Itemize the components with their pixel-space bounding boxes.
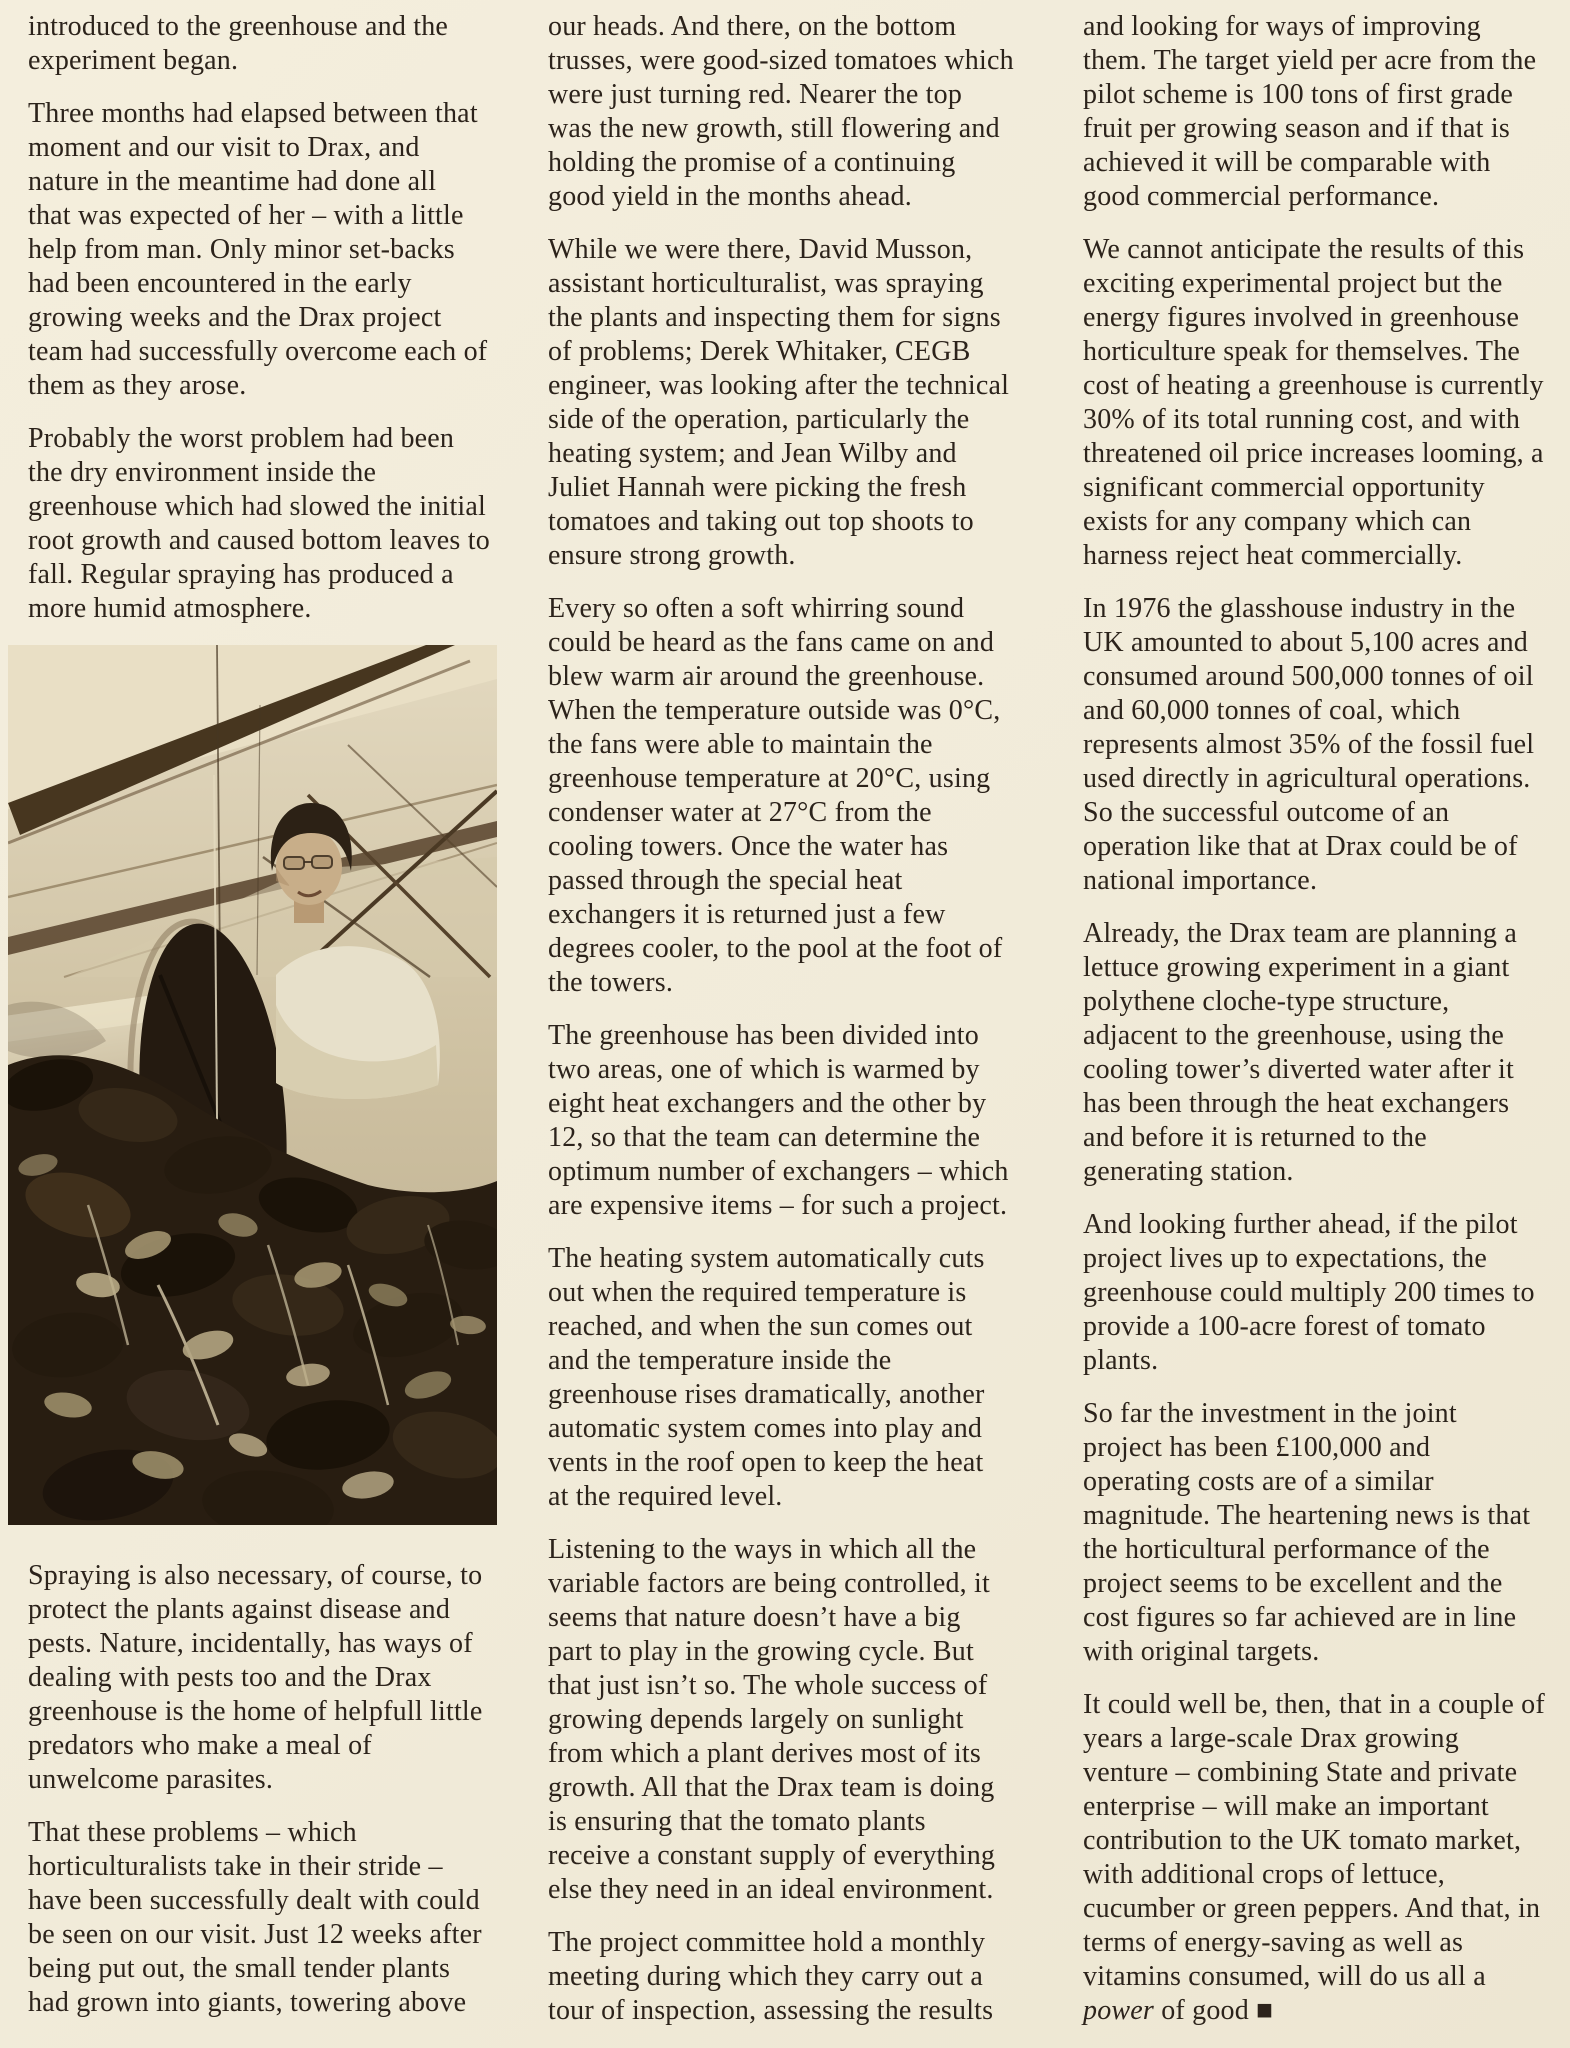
text-line: that just isn’t so. The whole success of	[548, 1670, 988, 1701]
text-line: harness reject heat commercially.	[1083, 540, 1463, 571]
text-line: We cannot anticipate the results of this	[1083, 234, 1525, 265]
text-line: engineer, was looking after the technical	[548, 370, 1010, 401]
text-line: holding the promise of a continuing	[548, 147, 956, 178]
text-line: vents in the roof open to keep the heat	[548, 1447, 984, 1478]
text-line: and 60,000 tonnes of coal, which	[1083, 695, 1461, 726]
text-line: root growth and caused bottom leaves to	[28, 525, 490, 556]
paragraph	[1083, 592, 1570, 898]
text-line: tour of inspection, assessing the results	[548, 1995, 994, 2026]
text-line: optimum number of exchangers – which	[548, 1156, 1009, 1187]
text-line: with original targets.	[1083, 1636, 1320, 1667]
text-line: represents almost 35% of the fossil fuel	[1083, 729, 1535, 760]
paragraph	[28, 1816, 508, 2020]
text-line: vitamins consumed, will do us all a	[1083, 1961, 1486, 1992]
text-line: contribution to the UK tomato market,	[1083, 1825, 1522, 1856]
paragraph	[548, 1019, 1038, 1223]
text-line: operating costs are of a similar	[1083, 1466, 1434, 1497]
text-line: meeting during which they carry out a	[548, 1961, 984, 1992]
text-line: fruit per growing season and if that is	[1083, 113, 1510, 144]
paragraph	[548, 592, 1038, 1000]
text-line: plants.	[1083, 1345, 1159, 1376]
text-line: While we were there, David Musson,	[548, 234, 973, 265]
text-line: our heads. And there, on the bottom	[548, 11, 957, 42]
paragraph	[28, 422, 508, 626]
text-line: greenhouse temperature at 20°C, using	[548, 763, 991, 794]
text-line: It could well be, then, that in a couple of	[1083, 1689, 1545, 1720]
text-line: horticulture speak for themselves. The	[1083, 336, 1521, 367]
text-line: seems that nature doesn’t have a big	[548, 1602, 961, 1633]
text-line: the fans were able to maintain the	[548, 729, 933, 760]
text-line: Every so often a soft whirring sound	[548, 593, 965, 624]
text-line: 12, so that the team can determine the	[548, 1122, 981, 1153]
text-line: had been encountered in the early	[28, 268, 412, 299]
text-line: pilot scheme is 100 tons of first grade	[1083, 79, 1514, 110]
paragraph	[548, 1926, 1038, 2028]
text-line: is ensuring that the tomato plants	[548, 1806, 926, 1837]
text-line: national importance.	[1083, 865, 1318, 896]
text-line: are expensive items – for such a project.	[548, 1190, 1008, 1221]
text-line: the plants and inspecting them for signs	[548, 302, 1001, 333]
text-line: adjacent to the greenhouse, using the	[1083, 1020, 1505, 1051]
text-line: protect the plants against disease and	[28, 1594, 451, 1625]
text-line: good yield in the months ahead.	[548, 181, 912, 212]
text-line: and the temperature inside the	[548, 1345, 892, 1376]
column-1	[28, 10, 508, 2039]
text-line: So the successful outcome of an	[1083, 797, 1450, 828]
paragraph	[548, 233, 1038, 573]
text-line: trusses, were good-sized tomatoes which	[548, 45, 1014, 76]
text-line: blew warm air around the greenhouse.	[548, 661, 985, 692]
text-line: variable factors are being controlled, it	[548, 1568, 991, 1599]
paragraph	[1083, 10, 1570, 214]
text-line: had grown into giants, towering above	[28, 1987, 467, 2018]
text-line: part to play in the growing cycle. But	[548, 1636, 974, 1667]
text-line: the towers.	[548, 967, 674, 998]
text-line: growth. All that the Drax team is doing	[548, 1772, 995, 1803]
text-line: introduced to the greenhouse and the	[28, 11, 449, 42]
text-line: and before it is returned to the	[1083, 1122, 1427, 1153]
text-line: automatic system comes into play and	[548, 1413, 983, 1444]
text-line: ensure strong growth.	[548, 540, 796, 571]
text-line: In 1976 the glasshouse industry in the	[1083, 593, 1516, 624]
text-line: significant commercial opportunity	[1083, 472, 1485, 503]
text-line: side of the operation, particularly the	[548, 404, 970, 435]
text-line: operation like that at Drax could be of	[1083, 831, 1518, 862]
text-line: more humid atmosphere.	[28, 593, 312, 624]
text-line: from which a plant derives most of its	[548, 1738, 981, 1769]
text-line: tomatoes and taking out top shoots to	[548, 506, 974, 537]
text-line: The project committee hold a monthly	[548, 1927, 986, 1958]
paragraph	[28, 97, 508, 403]
paragraph	[1083, 1208, 1570, 1378]
text-line: cost of heating a greenhouse is currently	[1083, 370, 1544, 401]
text-line: and looking for ways of improving	[1083, 11, 1481, 42]
text-line: terms of energy-saving as well as	[1083, 1927, 1464, 1958]
text-line: generating station.	[1083, 1156, 1294, 1187]
text-line: The heating system automatically cuts	[548, 1243, 985, 1274]
text-line: used directly in agricultural operations.	[1083, 763, 1531, 794]
text-line: greenhouse which had slowed the initial	[28, 491, 487, 522]
text-line: 30% of its total running cost, and with	[1083, 404, 1521, 435]
text-line: exchangers it is returned just a few	[548, 899, 946, 930]
text-line: predators who make a meal of	[28, 1730, 372, 1761]
end-mark: ■	[1256, 1995, 1274, 2026]
text-line: have been successfully dealt with could	[28, 1885, 480, 1916]
text-line: venture – combining State and private	[1083, 1757, 1518, 1788]
text-line: nature in the meantime had done all	[28, 166, 437, 197]
paragraph	[28, 10, 508, 78]
text-line: Probably the worst problem had been	[28, 423, 455, 454]
text-line: Three months had elapsed between that	[28, 98, 478, 129]
text-line: with additional crops of lettuce,	[1083, 1859, 1445, 1890]
text-line: When the temperature outside was 0°C,	[548, 695, 1001, 726]
text-line: two areas, one of which is warmed by	[548, 1054, 980, 1085]
paragraph	[548, 10, 1038, 214]
text-line: at the required level.	[548, 1481, 783, 1512]
text-line: project seems to be excellent and the	[1083, 1568, 1503, 1599]
text-line: Juliet Hannah were picking the fresh	[548, 472, 967, 503]
text-line: exists for any company which can	[1083, 506, 1472, 537]
text-line: growing depends largely on sunlight	[548, 1704, 964, 1735]
paragraph	[1083, 1397, 1570, 1669]
text-line: were just turning red. Nearer the top	[548, 79, 963, 110]
text-line: That these problems – which	[28, 1817, 357, 1848]
glasses-left-lens	[284, 857, 304, 869]
text-line: them as they arose.	[28, 370, 247, 401]
text-line: experiment began.	[28, 45, 239, 76]
text-line: has been through the heat exchangers	[1083, 1088, 1510, 1119]
text-line: reached, and when the sun comes out	[548, 1311, 973, 1342]
text-line: assistant horticulturalist, was spraying	[548, 268, 984, 299]
text-line: project lives up to expectations, the	[1083, 1243, 1487, 1274]
paragraph	[28, 1559, 508, 1797]
text-line: out when the required temperature is	[548, 1277, 967, 1308]
text-line: be seen on our visit. Just 12 weeks after	[28, 1919, 482, 1950]
text-line: team had successfully overcome each of	[28, 336, 488, 367]
text-line: polythene cloche-type structure,	[1083, 986, 1450, 1017]
text-line: greenhouse could multiply 200 times to	[1083, 1277, 1535, 1308]
text-line: years a large-scale Drax growing	[1083, 1723, 1459, 1754]
text-line: Already, the Drax team are planning a	[1083, 918, 1517, 949]
text-line: greenhouse rises dramatically, another	[548, 1379, 985, 1410]
text-line: Spraying is also necessary, of course, to	[28, 1560, 483, 1591]
paragraph	[548, 1533, 1038, 1907]
text-line: magnitude. The heartening news is that	[1083, 1500, 1531, 1531]
text-line: condenser water at 27°C from the	[548, 797, 932, 828]
text-line: And looking further ahead, if the pilot	[1083, 1209, 1518, 1240]
glasses-right-lens	[312, 856, 332, 868]
text-line: lettuce growing experiment in a giant	[1083, 952, 1510, 983]
greenhouse-photo	[8, 645, 497, 1525]
column-2	[548, 10, 1038, 2047]
text-line: was the new growth, still flowering and	[548, 113, 1000, 144]
text-line: horticulturalists take in their stride –	[28, 1851, 443, 1882]
paragraph	[1083, 233, 1570, 573]
text-line: So far the investment in the joint	[1083, 1398, 1457, 1429]
text-line: project has been £100,000 and	[1083, 1432, 1431, 1463]
text-line: growing weeks and the Drax project	[28, 302, 442, 333]
column-3	[1083, 10, 1570, 2047]
text-line: cooling tower’s diverted water after it	[1083, 1054, 1515, 1085]
text-line: good commercial performance.	[1083, 181, 1440, 212]
text-line: threatened oil price increases looming, a	[1083, 438, 1544, 469]
greenhouse-photo-art	[8, 645, 497, 1525]
text-line: pests. Nature, incidentally, has ways of	[28, 1628, 473, 1659]
text-line: help from man. Only minor set-backs	[28, 234, 455, 265]
text-line: unwelcome parasites.	[28, 1764, 274, 1795]
text-line: energy figures involved in greenhouse	[1083, 302, 1520, 333]
text-line: The greenhouse has been divided into	[548, 1020, 979, 1051]
text-line: power of good ■	[1083, 1995, 1274, 2026]
text-line: greenhouse is the home of helpfull little	[28, 1696, 483, 1727]
paragraph	[548, 1242, 1038, 1514]
text-line: fall. Regular spraying has produced a	[28, 559, 454, 590]
text-line: them. The target yield per acre from the	[1083, 45, 1537, 76]
text-line: heating system; and Jean Wilby and	[548, 438, 957, 469]
text-line: the dry environment inside the	[28, 457, 377, 488]
text-line: Listening to the ways in which all the	[548, 1534, 977, 1565]
text-line: UK amounted to about 5,100 acres and	[1083, 627, 1528, 658]
text-line: cucumber or green peppers. And that, in	[1083, 1893, 1541, 1924]
paragraph	[1083, 1688, 1570, 2028]
text-line: cooling towers. Once the water has	[548, 831, 949, 862]
text-line: consumed around 500,000 tonnes of oil	[1083, 661, 1534, 692]
text-line: degrees cooler, to the pool at the foot of	[548, 933, 1003, 964]
paragraph	[1083, 917, 1570, 1189]
text-line: enterprise – will make an important	[1083, 1791, 1489, 1822]
text-line: provide a 100-acre forest of tomato	[1083, 1311, 1486, 1342]
text-line: the horticultural performance of the	[1083, 1534, 1490, 1565]
text-line: being put out, the small tender plants	[28, 1953, 451, 1984]
text-line: passed through the special heat	[548, 865, 903, 896]
text-line: receive a constant supply of everything	[548, 1840, 996, 1871]
text-line: cost figures so far achieved are in line	[1083, 1602, 1517, 1633]
text-line: eight heat exchangers and the other by	[548, 1088, 987, 1119]
text-line: that was expected of her – with a little	[28, 200, 464, 231]
text-line: else they need in an ideal environment.	[548, 1874, 994, 1905]
text-line: dealing with pests too and the Drax	[28, 1662, 432, 1693]
text-line: achieved it will be comparable with	[1083, 147, 1491, 178]
text-line: moment and our visit to Drax, and	[28, 132, 420, 163]
text-line: could be heard as the fans came on and	[548, 627, 995, 658]
text-line: exciting experimental project but the	[1083, 268, 1503, 299]
text-line: of problems; Derek Whitaker, CEGB	[548, 336, 971, 367]
